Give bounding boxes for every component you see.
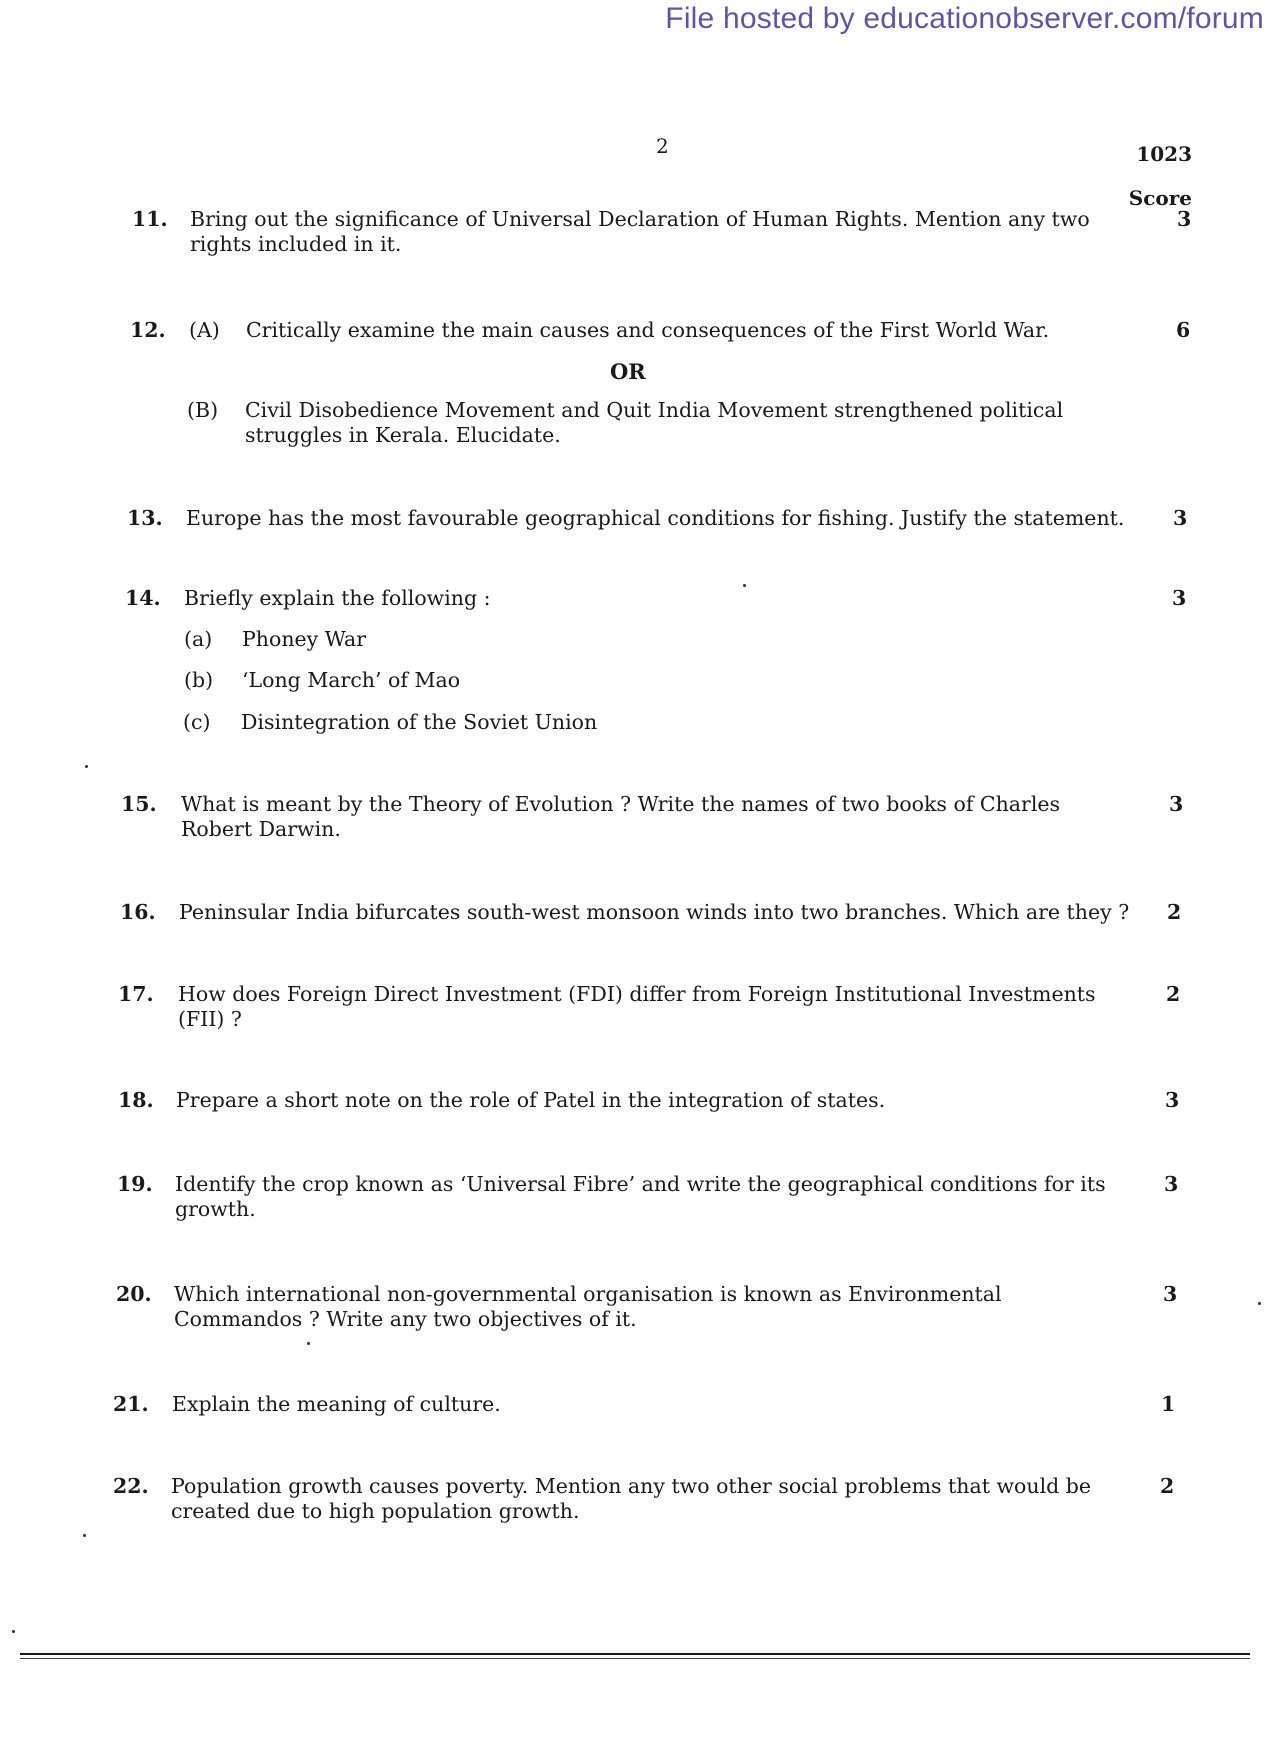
page-number: 2 — [656, 134, 669, 158]
question-score: 3 — [1177, 207, 1192, 231]
question-number: 18. — [118, 1088, 154, 1112]
question-number: 21. — [113, 1392, 149, 1416]
scan-speck — [307, 1342, 310, 1345]
score-heading: Score — [1128, 186, 1192, 210]
question-text: Prepare a short note on the role of Patel in the integration of states. — [176, 1088, 886, 1112]
question-score: 2 — [1166, 982, 1181, 1006]
question-number: 15. — [121, 792, 157, 816]
bottom-rule — [20, 1653, 1250, 1655]
option-a-text: Critically examine the main causes and consequences of the First World War. — [246, 318, 1050, 342]
question-number: 19. — [117, 1172, 153, 1196]
question-score: 3 — [1165, 1088, 1180, 1112]
option-b-label: (B) — [187, 398, 219, 422]
question-score: 3 — [1172, 586, 1187, 610]
scan-speck — [743, 584, 746, 587]
question-number: 14. — [125, 586, 161, 610]
question-text: What is meant by the Theory of Evolution ? Write the names of two books of Charles Robert Darwin. — [181, 792, 1061, 841]
question-number: 20. — [116, 1282, 152, 1306]
question-text: Europe has the most favourable geographical conditions for fishing. Justify the statement. — [186, 506, 1125, 530]
question-number: 16. — [120, 900, 156, 924]
question-number: 13. — [127, 506, 163, 530]
question-number: 22. — [113, 1474, 149, 1498]
question-text: Briefly explain the following : — [184, 586, 491, 610]
question-text: Population growth causes poverty. Mention any two other social problems that would be created due to high population growth. — [171, 1474, 1092, 1523]
option-a-label: (A) — [189, 318, 220, 342]
question-score: 3 — [1164, 1172, 1179, 1196]
scan-speck — [12, 1630, 15, 1633]
question-score: 2 — [1160, 1474, 1175, 1498]
item-label: (a) — [184, 627, 213, 651]
question-score: 3 — [1163, 1282, 1178, 1306]
question-number: 17. — [118, 982, 154, 1006]
option-b-text: Civil Disobedience Movement and Quit India Movement strengthened political struggles in Kerala. Elucidate. — [245, 398, 1064, 447]
question-number: 11. — [132, 207, 168, 231]
question-text: How does Foreign Direct Investment (FDI) differ from Foreign Institutional Investments (FII) ? — [178, 982, 1096, 1031]
bottom-rule-shadow — [20, 1658, 1250, 1659]
paper-code: 1023 — [1136, 142, 1192, 166]
question-text: Identify the crop known as ‘Universal Fibre’ and write the geographical conditions for its growth. — [175, 1172, 1106, 1221]
question-score: 3 — [1173, 506, 1188, 530]
scan-speck — [1258, 1302, 1261, 1305]
item-text: Phoney War — [242, 627, 367, 651]
question-score: 3 — [1169, 792, 1184, 816]
question-text: Peninsular India bifurcates south-west monsoon winds into two branches. Which are they ? — [179, 900, 1130, 924]
question-score: 2 — [1167, 900, 1182, 924]
item-text: Disintegration of the Soviet Union — [241, 710, 598, 734]
item-label: (c) — [183, 710, 211, 734]
question-text: Which international non-governmental organisation is known as Environmental Commandos ? Write any two objectives of it. — [174, 1282, 1002, 1331]
or-separator: OR — [610, 359, 646, 384]
scan-speck — [85, 765, 88, 768]
question-text: Explain the meaning of culture. — [172, 1392, 501, 1416]
question-text: Bring out the significance of Universal Declaration of Human Rights. Mention any two rights included in it. — [190, 207, 1090, 256]
item-text: ‘Long March’ of Mao — [242, 668, 461, 692]
question-score: 1 — [1161, 1392, 1176, 1416]
question-number: 12. — [130, 318, 166, 342]
scan-speck — [83, 1534, 86, 1537]
item-label: (b) — [184, 668, 214, 692]
question-score: 6 — [1176, 318, 1191, 342]
watermark-text: File hosted by educationobserver.com/forum — [665, 2, 1264, 35]
